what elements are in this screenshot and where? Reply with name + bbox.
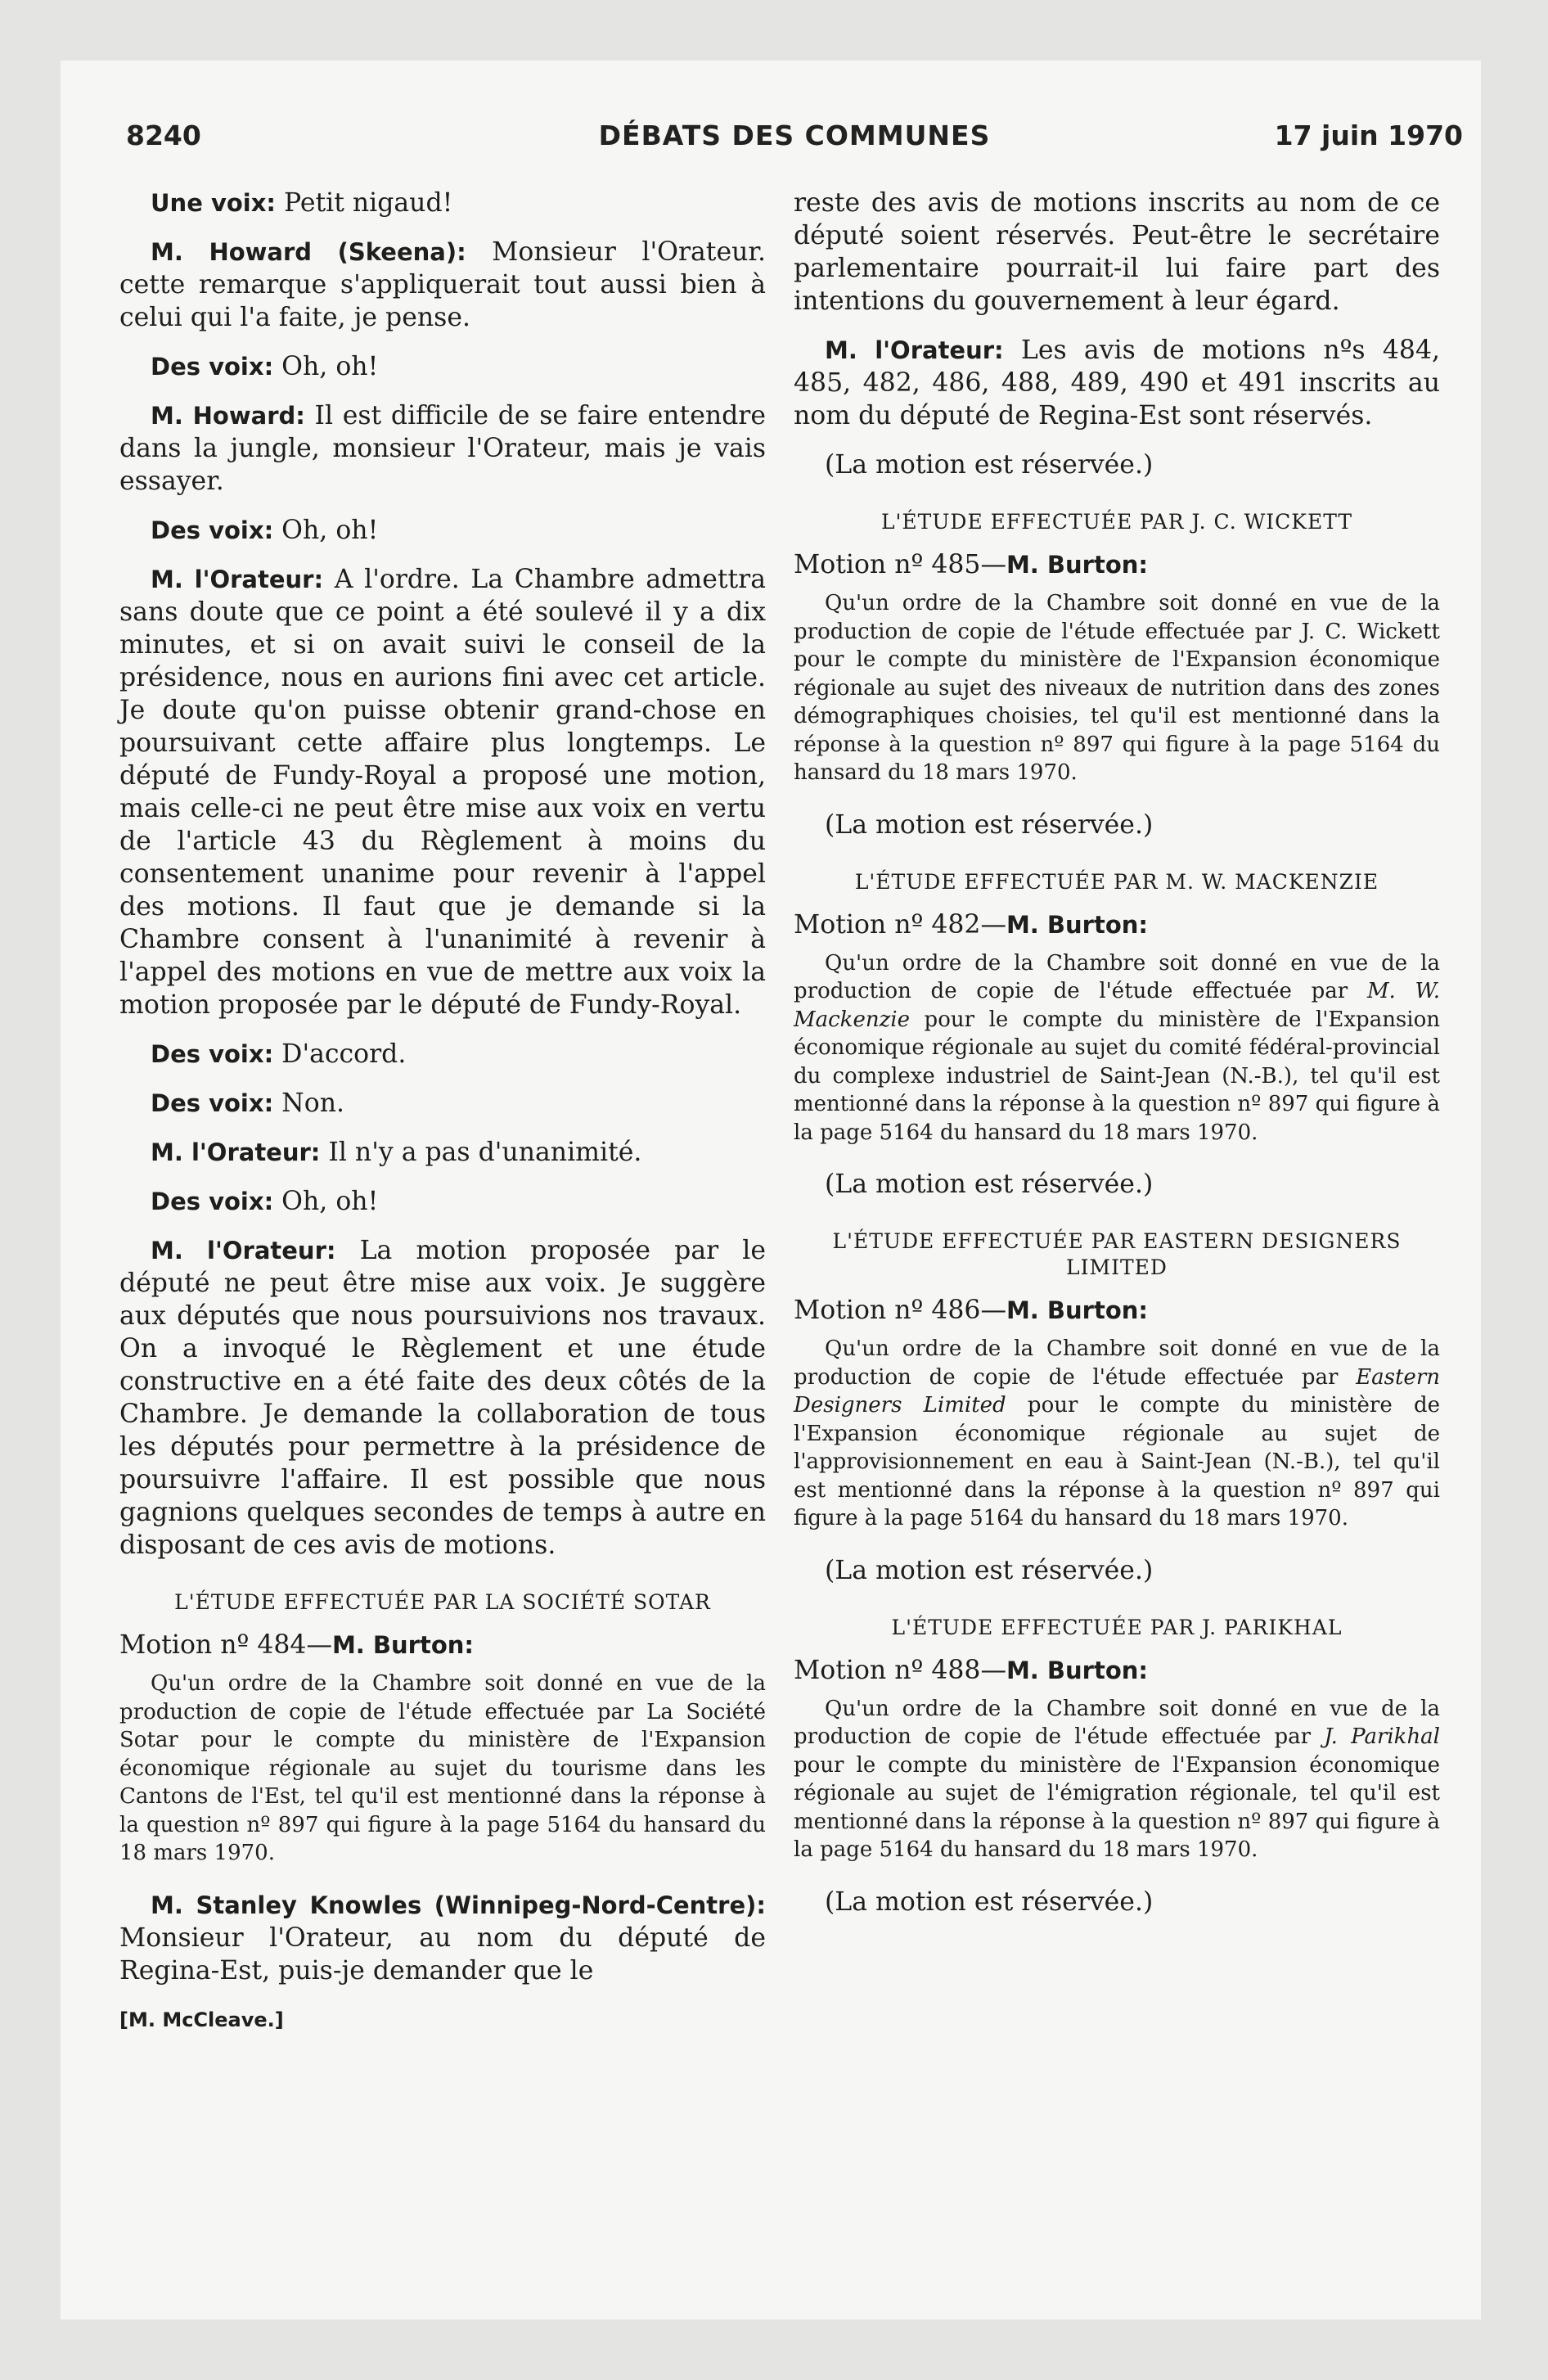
- motion-result: (La motion est réservée.): [825, 809, 1154, 840]
- motion-number: Motion nº 482—: [794, 909, 1006, 940]
- paragraph: [119, 1038, 766, 1071]
- page-header: [126, 119, 1463, 165]
- motion-mover: M. Burton:: [331, 1631, 475, 1659]
- speech-text: Il n'y a pas d'unanimité.: [320, 1138, 642, 1167]
- speaker-name: M. Howard (Skeena):: [151, 238, 466, 266]
- left-column: [119, 187, 766, 2053]
- paragraph: [119, 1087, 766, 1120]
- paragraph: [119, 514, 766, 547]
- motion-result: (La motion est réservée.): [825, 1886, 1154, 1917]
- section-heading: L'ÉTUDE EFFECTUÉE PAR EASTERN DESIGNERS LIMITED: [832, 1229, 1402, 1279]
- paragraph: [119, 1136, 766, 1169]
- speaker-name: M. l'Orateur:: [825, 336, 1004, 364]
- motion-label: [794, 908, 1440, 941]
- paragraph: [119, 563, 766, 1021]
- motion-text-part: pour le compte du ministère de l'Expansion économique régionale au sujet du comité fédéral-provincial du complexe industriel de Saint-Jean (N.-B.), tel qu'il est mentionné dans la réponse à la question nº 897 qui figure à la page 5164 du hansard du 18 mars 1970.: [794, 1007, 1440, 1145]
- speech-text: Non.: [273, 1089, 345, 1118]
- paragraph: [119, 399, 766, 498]
- speech-text: Monsieur l'Orateur, au nom du député de Regina-Est, puis-je demander que le: [119, 1922, 766, 1986]
- motion-text-part: Qu'un ordre de la Chambre soit donné en vue de la production de copie de l'étude effectuée par: [794, 1696, 1440, 1749]
- speech-text: Les avis de motions nºs 484, 485, 482, 486, 488, 489, 490 et 491 inscrits au nom du député de Regina-Est sont réservés.: [794, 336, 1441, 430]
- motion-number: Motion nº 488—: [794, 1655, 1006, 1685]
- motion-text-part: Qu'un ordre de la Chambre soit donné en vue de la production de copie de l'étude effectuée par: [794, 1336, 1440, 1390]
- header-date: 17 juin 1970: [1274, 119, 1463, 151]
- motion-label: [794, 1654, 1440, 1687]
- motion-label: [794, 548, 1440, 581]
- speech-text: Monsieur l'Orateur. cette remarque s'appliquerait tout aussi bien à celui qui l'a faite, je pense.: [119, 237, 766, 332]
- section-heading: L'ÉTUDE EFFECTUÉE PAR J. C. WICKETT: [880, 510, 1353, 534]
- speaker-name: Des voix:: [151, 353, 274, 381]
- motion-result: (La motion est réservée.): [825, 450, 1154, 480]
- speaker-name: M. l'Orateur:: [151, 1237, 336, 1264]
- motion-text-part: pour le compte du ministère de l'Expansion économique régionale au sujet de l'émigration régionale, tel qu'il est mentionné dans la réponse à la question nº 897 qui figure à la page 5164 du hansard du 18 mars 1970.: [794, 1752, 1440, 1862]
- speech-text: D'accord.: [273, 1039, 407, 1069]
- section-heading: L'ÉTUDE EFFECTUÉE PAR M. W. MACKENZIE: [854, 869, 1379, 894]
- study-author: J. Parikhal: [1324, 1724, 1441, 1749]
- column-footer-name: [M. McCleave.]: [119, 2008, 284, 2031]
- paragraph: [119, 236, 766, 334]
- motion-text: Qu'un ordre de la Chambre soit donné en vue de la production de copie de l'étude effectuée par La Société Sotar pour le compte du ministère de l'Expansion économique régionale au sujet du tourisme dans les Cantons de l'Est, tel qu'il est mentionné dans la réponse à la question nº 897 qui figure à la page 5164 du hansard du 18 mars 1970.: [119, 1671, 766, 1865]
- speech-text: Il est difficile de se faire entendre dans la jungle, monsieur l'Orateur, mais je vais essayer.: [119, 401, 766, 496]
- motion-mover: M. Burton:: [1006, 1296, 1149, 1324]
- motion-text: [794, 1335, 1440, 1533]
- speech-text: Oh, oh!: [273, 1187, 379, 1216]
- motion-label: [119, 1629, 766, 1661]
- speech-text: La motion proposée par le député ne peut être mise aux voix. Je suggère aux députés que nous poursuivions nos travaux. On a invoqué le Règlement et une étude constructive en a été faite des deux côtés de la Chambre. Je demande la collaboration de tous les députés pour permettre à la présidence de poursuivre l'affaire. Il est possible que nous gagnions quelques secondes de temps à autre en disposant de ces avis de motions.: [119, 1236, 766, 1560]
- speaker-name: M. l'Orateur:: [151, 566, 324, 593]
- motion-text: [794, 949, 1440, 1147]
- motion-result: (La motion est réservée.): [825, 1555, 1154, 1585]
- study-author: M. W. Mackenzie: [794, 979, 1440, 1032]
- header-title: DÉBATS DES COMMUNES: [598, 119, 991, 151]
- speaker-name: Des voix:: [151, 1188, 274, 1215]
- motion-mover: M. Burton:: [1006, 910, 1149, 939]
- speech-text: Petit nigaud!: [276, 188, 453, 218]
- speaker-name: Une voix:: [151, 189, 277, 217]
- motion-number: Motion nº 484—: [119, 1630, 332, 1660]
- paragraph: [119, 1234, 766, 1562]
- speech-text: Oh, oh!: [273, 352, 379, 381]
- speaker-name: Des voix:: [151, 1089, 274, 1117]
- speaker-name: M. Stanley Knowles (Winnipeg-Nord-Centre):: [151, 1891, 766, 1919]
- paragraph: [119, 187, 766, 219]
- paragraph: [119, 1889, 766, 1987]
- paragraph: [794, 334, 1440, 432]
- speech-text: Oh, oh!: [273, 516, 379, 545]
- motion-text-part: Qu'un ordre de la Chambre soit donné en vue de la production de copie de l'étude effectuée par: [794, 950, 1440, 1003]
- paragraph: reste des avis de motions inscrits au nom de ce député soient réservés. Peut-être le secrétaire parlementaire pourrait-il lui faire part des intentions du gouvernement à leur égard.: [794, 188, 1440, 316]
- header-page-number: 8240: [126, 119, 201, 151]
- motion-label: [794, 1294, 1440, 1327]
- paragraph: [119, 350, 766, 383]
- speaker-name: M. l'Orateur:: [151, 1138, 321, 1166]
- motion-text: Qu'un ordre de la Chambre soit donné en vue de la production de copie de l'étude effectuée par J. C. Wickett pour le compte du ministère de l'Expansion économique régionale au sujet des niveaux de nutrition dans des zones démographiques choisies, tel qu'il est mentionné dans la réponse à la question nº 897 qui figure à la page 5164 du hansard du 18 mars 1970.: [794, 591, 1440, 785]
- section-heading: L'ÉTUDE EFFECTUÉE PAR J. PARIKHAL: [891, 1615, 1343, 1639]
- speech-text: A l'ordre. La Chambre admettra sans doute que ce point a été soulevé il y a dix minutes, et si on avait suivi le conseil de la présidence, nous en aurions fini avec cet article. Je doute qu'on puisse obtenir grand-chose en poursuivant cette affaire plus longtemps. Le député de Fundy-Royal a proposé une motion, mais celle-ci ne peut être mise aux voix en vertu de l'article 43 du Règlement à moins du consentement unanime pour revenir à l'appel des motions. Il faut que je demande si la Chambre consent à l'unanimité à revenir à l'appel des motions en vue de mettre aux voix la motion proposée par le député de Fundy-Royal.: [119, 565, 766, 1020]
- speaker-name: Des voix:: [151, 1040, 274, 1068]
- speaker-name: Des voix:: [151, 516, 274, 544]
- motion-text: [794, 1695, 1440, 1864]
- motion-number: Motion nº 486—: [794, 1296, 1006, 1325]
- speaker-name: M. Howard:: [151, 402, 305, 430]
- motion-mover: M. Burton:: [1006, 1656, 1149, 1684]
- section-heading: L'ÉTUDE EFFECTUÉE PAR LA SOCIÉTÉ SOTAR: [174, 1590, 711, 1614]
- paragraph: [119, 1185, 766, 1218]
- study-author: Eastern Designers Limited: [794, 1364, 1440, 1418]
- motion-number: Motion nº 485—: [794, 550, 1006, 579]
- right-column: [794, 187, 1440, 1935]
- motion-mover: M. Burton:: [1006, 551, 1149, 579]
- motion-text-part: pour le compte du ministère de l'Expansion économique régionale au sujet de l'approvisionnement en eau à Saint-Jean (N.-B.), tel qu'il est mentionné dans la réponse à la question nº 897 qui figure à la page 5164 du hansard du 18 mars 1970.: [794, 1393, 1440, 1530]
- motion-result: (La motion est réservée.): [825, 1170, 1154, 1199]
